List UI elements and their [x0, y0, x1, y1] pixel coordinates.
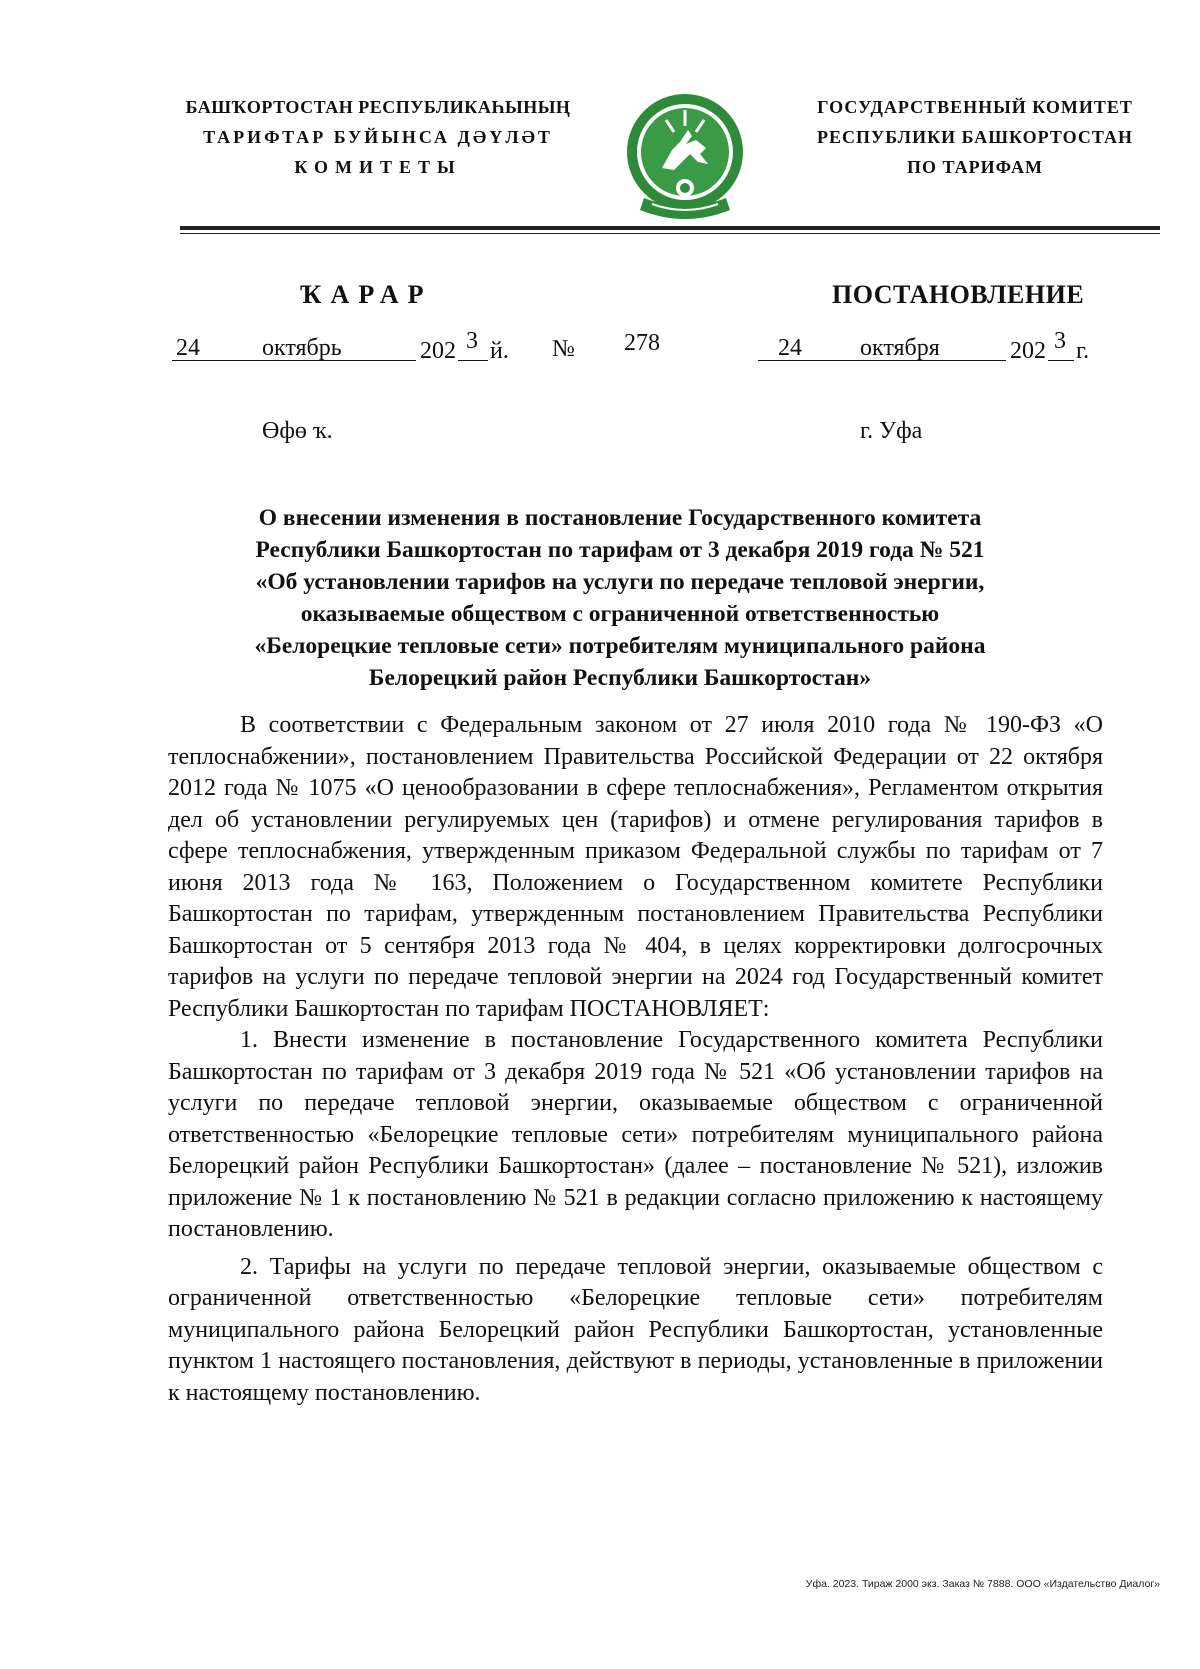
document-title [170, 502, 1070, 694]
title-line: Республики Башкортостан по тарифам от 3 декабря 2019 года № 521 [255, 537, 985, 563]
date-right-month: октября [860, 335, 940, 361]
header-russian-line1: ГОСУДАРСТВЕННЫЙ КОМИТЕТ [817, 97, 1133, 117]
title-line: оказываемые обществом с ограниченной ответственностью [300, 601, 940, 627]
date-left-month: октябрь [262, 335, 342, 361]
document-number: 278 [624, 330, 660, 356]
header-bashkir-line2: ТАРИФТАР БУЙЫНСА ДӘҮЛӘТ [203, 127, 553, 147]
number-sign: № [552, 336, 575, 362]
city-russian: г. Уфа [860, 418, 923, 444]
title-line: О внесении изменения в постановление Государственного комитета [258, 505, 982, 531]
body-paragraph-item-1: 1. Внести изменение в постановление Государственного комитета Республики Башкортостан по тарифам от 3 декабря 2019 года № 521 «Об установлении тарифов на услуги по передаче тепловой энергии, оказываемые обществом с ограниченной ответственностью «Белорецкие тепловые сети» потребителям муниципального района Белорецкий район Республики Башкортостан» (далее – постановление № 521), изложив приложение № 1 к постановлению № 521 в редакции согласно приложению к настоящему постановлению. [168, 1027, 1103, 1242]
header-divider-thick [180, 226, 1160, 230]
title-line: «Об установлении тарифов на услуги по передаче тепловой энергии, [255, 569, 985, 595]
body-paragraph-item-2: 2. Тарифы на услуги по передаче тепловой энергии, оказываемые обществом с ограниченной ответственностью «Белорецкие тепловые сети» потребителям муниципального района Белорецкий район Республики Башкортостан, установленные пунктом 1 настоящего постановления, действуют в периоды, установленные в приложении к настоящему постановлению. [168, 1253, 1103, 1406]
date-right-year-prefix: 202 [1010, 338, 1046, 364]
date-right-year-suffix: г. [1076, 338, 1090, 364]
doc-type-bashkir: ҠАРАР [300, 280, 433, 309]
date-left-day: 24 [176, 335, 200, 361]
title-line: «Белорецкие тепловые сети» потребителям муниципального района [254, 633, 986, 659]
document-body [168, 710, 1103, 1409]
header-bashkir-line3: КОМИТЕТЫ [294, 157, 462, 177]
print-info-footer: Уфа. 2023. Тираж 2000 экз. Заказ № 7888. ООО «Издательство Диалог» [805, 1578, 1160, 1590]
doc-type-russian: ПОСТАНОВЛЕНИЕ [832, 280, 1085, 309]
header-russian-line3: ПО ТАРИФАМ [907, 157, 1043, 177]
header-bashkir [168, 92, 588, 182]
header-divider-thin [180, 233, 1160, 234]
title-line: Белорецкий район Республики Башкортостан» [368, 665, 872, 691]
date-left-year-digit: 3 [466, 328, 478, 354]
header-russian [790, 92, 1160, 182]
header-bashkir-line1: БАШҠОРТОСТАН РЕСПУБЛИКАҺЫНЫҢ [185, 97, 571, 117]
bashkortostan-emblem-icon [622, 90, 748, 226]
body-paragraph-preamble: В соответствии с Федеральным законом от 27 июля 2010 года № 190-ФЗ «О теплоснабжении», постановлением Правительства Российской Федерации от 22 октября 2012 года № 1075 «О ценообразовании в сфере теплоснабжения», Регламентом открытия дел об установлении регулируемых цен (тарифов) и отмене регулирования тарифов в сфере теплоснабжения, утвержденным приказом Федеральной службы по тарифам от 7 июня 2013 года № 163, Положением о Государственном комитете Республики Башкортостан по тарифам, утвержденным постановлением Правительства Республики Башкортостан от 5 сентября 2013 года № 404, в целях корректировки долгосрочных тарифов на услуги по передаче тепловой энергии на 2024 год Государственный комитет Республики Башкортостан по тарифам ПОСТАНОВЛЯЕТ: [168, 712, 1103, 1022]
header-russian-line2: РЕСПУБЛИКИ БАШКОРТОСТАН [817, 127, 1133, 147]
date-left-year-suffix: й. [490, 338, 509, 364]
date-right-day: 24 [778, 335, 802, 361]
city-bashkir: Өфө ҡ. [262, 418, 333, 444]
date-left-year-prefix: 202 [420, 338, 456, 364]
date-right-year-digit: 3 [1054, 328, 1066, 354]
